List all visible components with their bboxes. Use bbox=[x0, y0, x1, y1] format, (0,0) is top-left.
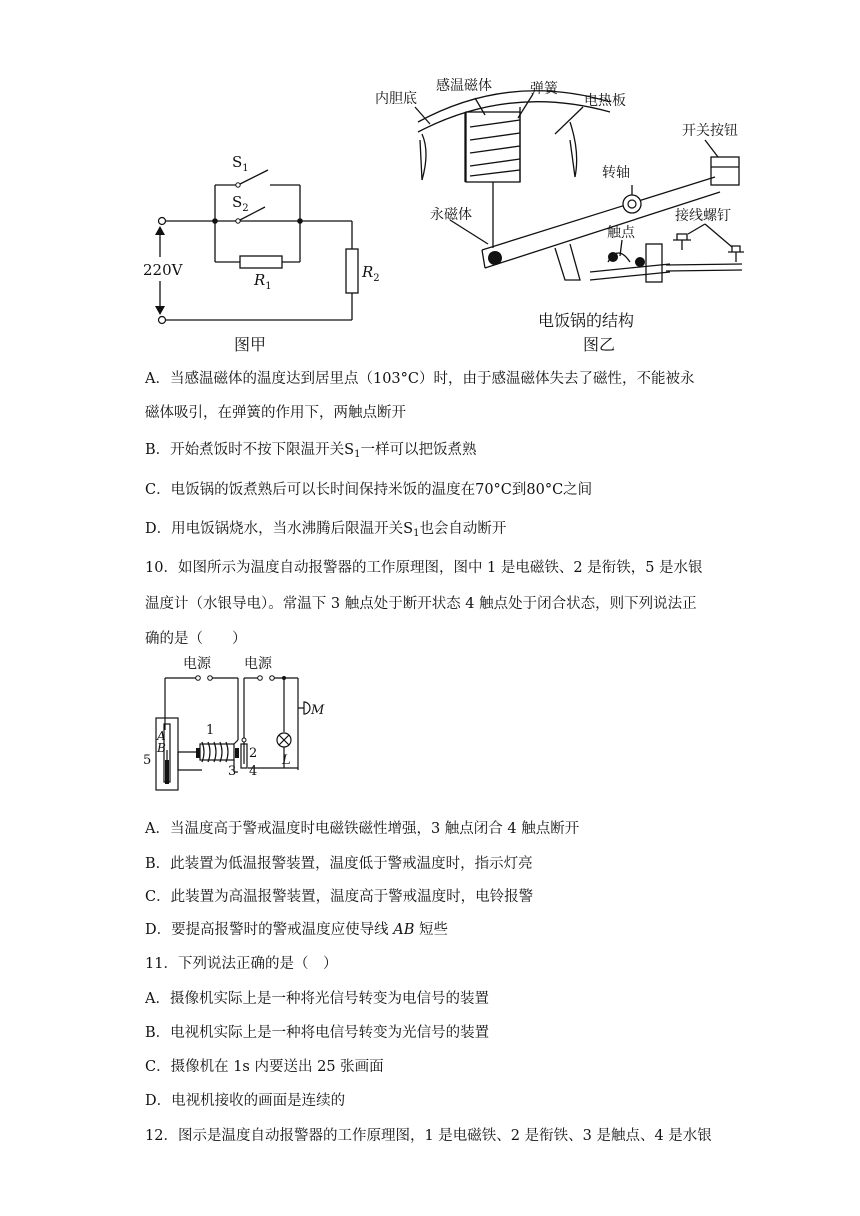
label-power-2: 电源 bbox=[244, 656, 272, 672]
q10-option-c: C．此装置为高温报警装置，温度高于警戒温度时，电铃报警 bbox=[145, 889, 534, 905]
q9-option-b bbox=[145, 438, 476, 460]
label-structure-title: 电饭锅的结构 bbox=[538, 311, 635, 330]
label-voltage: 220V bbox=[143, 261, 183, 279]
label-shaft: 转轴 bbox=[602, 165, 630, 181]
label-spring: 弹簧 bbox=[530, 81, 558, 97]
figure-q10-alarm-circuit bbox=[140, 652, 340, 800]
q9-b-sub: 1 bbox=[354, 449, 361, 460]
q9-d-post: 也会自动断开 bbox=[419, 521, 507, 537]
q10-option-a: A．当温度高于警戒温度时电磁铁磁性增强，3 触点闭合 4 触点断开 bbox=[145, 821, 580, 837]
label-power-1: 电源 bbox=[183, 656, 211, 672]
label-5: 5 bbox=[143, 753, 152, 768]
label-2: 2 bbox=[249, 746, 258, 761]
q11-option-c: C．摄像机在 1s 内要送出 25 张画面 bbox=[145, 1059, 384, 1075]
q12-stem: 12．图示是温度自动报警器的工作原理图，1 是电磁铁、2 是衔铁、3 是触点、4 是水银 bbox=[145, 1128, 712, 1144]
q10-stem-1: 10．如图所示为温度自动报警器的工作原理图，图中 1 是电磁铁、2 是衔铁，5 是水银 bbox=[145, 560, 703, 576]
label-r1: $R_1$ bbox=[254, 271, 272, 292]
q9-b-post: 一样可以把饭煮熟 bbox=[360, 442, 477, 458]
figure-jia-circuit bbox=[140, 145, 380, 360]
q11-option-d: D．电视机接收的画面是连续的 bbox=[145, 1093, 346, 1109]
label-permanent-magnet: 永磁体 bbox=[430, 207, 472, 223]
label-heater-plate: 电热板 bbox=[584, 93, 626, 109]
q10-d-ab: AB bbox=[393, 922, 415, 938]
q9-option-c: C．电饭锅的饭煮熟后可以长时间保持米饭的温度在70°C到80°C之间 bbox=[145, 482, 593, 498]
q9-d-sub: 1 bbox=[413, 528, 420, 539]
label-inner-bottom: 内胆底 bbox=[375, 91, 417, 107]
label-b: B bbox=[157, 741, 166, 755]
label-4: 4 bbox=[249, 764, 258, 779]
label-l: L bbox=[282, 753, 291, 768]
q9-option-d bbox=[145, 517, 506, 539]
q9-option-a-cont: 磁体吸引，在弹簧的作用下，两触点断开 bbox=[145, 405, 406, 421]
q9-b-text: B．开始煮饭时不按下限温开关S bbox=[145, 442, 355, 458]
q10-option-b: B．此装置为低温报警装置，温度低于警戒温度时，指示灯亮 bbox=[145, 856, 533, 872]
label-switch-button: 开关按钮 bbox=[682, 123, 738, 139]
q9-d-text: D．用电饭锅烧水，当水沸腾后限温开关S bbox=[145, 521, 414, 537]
label-terminal-screw: 接线螺钉 bbox=[675, 208, 731, 224]
figure-yi-rice-cooker bbox=[370, 72, 790, 362]
label-a: A bbox=[157, 729, 166, 743]
q11-option-b: B．电视机实际上是一种将电信号转变为光信号的装置 bbox=[145, 1025, 490, 1041]
q10-d-text: D．要提高报警时的警戒温度应使导线 bbox=[145, 922, 394, 938]
q10-stem-2: 温度计（水银导电）。常温下 3 触点处于断开状态 4 触点处于闭合状态，则下列说法正 bbox=[145, 596, 697, 612]
label-s2: $S_2$ bbox=[232, 193, 249, 214]
label-r2: $R_2$ bbox=[362, 263, 380, 284]
figure-jia-caption: 图甲 bbox=[234, 335, 267, 354]
q10-stem-3: 确的是（ ） bbox=[145, 631, 247, 647]
q9-option-a: A．当感温磁体的温度达到居里点（103°C）时，由于感温磁体失去了磁性，不能被永 bbox=[145, 371, 695, 387]
label-1: 1 bbox=[206, 723, 215, 738]
q11-stem: 11．下列说法正确的是（ ） bbox=[145, 956, 338, 972]
q11-option-a: A．摄像机实际上是一种将光信号转变为电信号的装置 bbox=[145, 991, 489, 1007]
label-m: M bbox=[311, 703, 325, 718]
label-sensor-magnet: 感温磁体 bbox=[436, 78, 492, 94]
label-s1: $S_1$ bbox=[232, 153, 249, 174]
label-contact: 触点 bbox=[607, 225, 635, 241]
q10-d-post: 短些 bbox=[414, 922, 448, 938]
figure-yi-caption: 图乙 bbox=[583, 335, 616, 354]
label-3: 3 bbox=[228, 764, 237, 779]
q10-option-d bbox=[145, 918, 448, 939]
